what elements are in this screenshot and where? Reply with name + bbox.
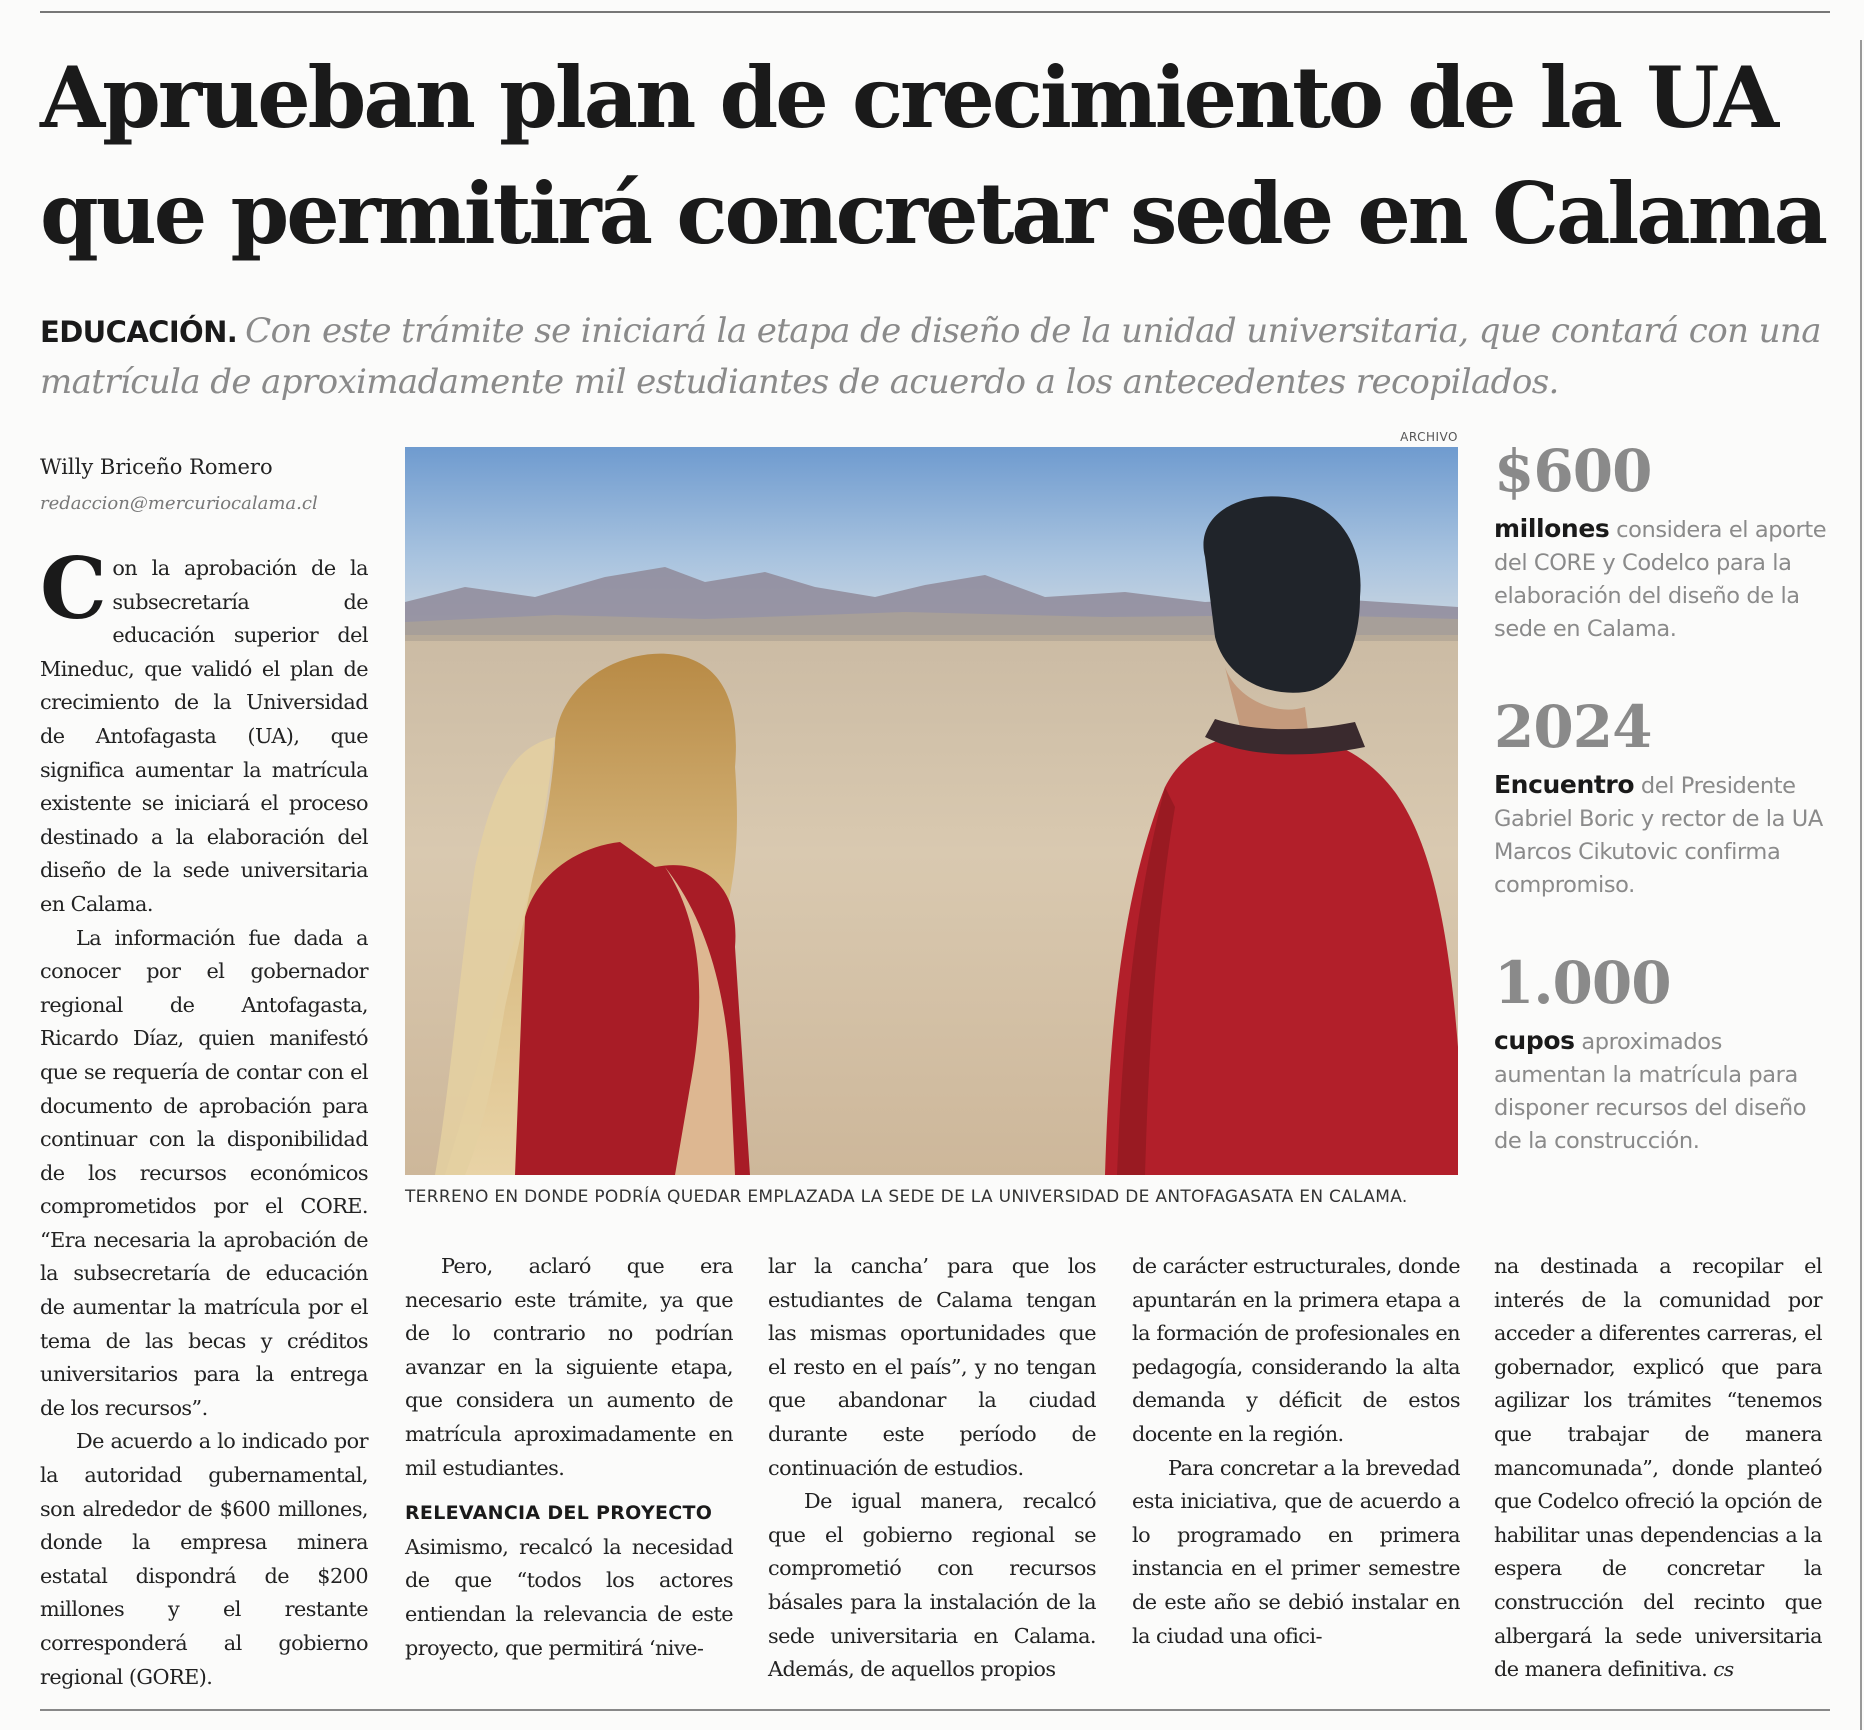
standfirst-text: Con este trámite se iniciará la etapa de diseño de la unidad universitaria, que contará con una matrícula de aproximadamente mil estudiantes de acuerdo a los antecedentes recopilados. — [40, 311, 1821, 402]
paragraph: na destinada a recopilar el interés de la comunidad por acceder a diferentes carreras, el gobernador, explicó que para agilizar los trámites “tenemos que trabajar de manera mancomunada”, donde planteó que Codelco ofreció la opción de habilitar unas dependencias a la espera de concretar la construcción del recinto que albergará la sede universitaria de manera definitiva. cs — [1494, 1254, 1822, 1682]
headline — [40, 40, 1840, 272]
end-mark: cs — [1713, 1657, 1734, 1682]
drop-cap: C — [40, 539, 107, 638]
byline — [40, 455, 318, 514]
paragraph: Para concretar a la brevedad esta iniciativa, que de acuerdo a lo programado en primera instancia en el primer semestre de este año se debió instalar en la ciudad una ofici- — [1132, 1455, 1460, 1648]
page-edge — [1860, 40, 1862, 1730]
article-photo — [405, 447, 1458, 1175]
body-column-4 — [1132, 1250, 1460, 1653]
paragraph: Asimismo, recalcó la necesidad de que “todos los actores entiendan la relevancia de este proyecto, que permitirá ‘nive- — [405, 1534, 733, 1660]
fact-item — [1494, 693, 1834, 902]
section-kicker: EDUCACIÓN. — [40, 315, 238, 349]
photo-credit: ARCHIVO — [1400, 430, 1458, 444]
paragraph: lar la cancha’ para que los estudiantes de Calama tengan las mismas oportunidades que el resto en el país”, y no tengan que abandonar la ciudad durante este período de continuación de estudios. — [768, 1254, 1096, 1480]
paragraph: de carácter estructurales, donde apuntarán en la primera etapa a la formación de profesionales en pedagogía, considerando la alta demanda y déficit de estos docente en la región. — [1132, 1254, 1460, 1446]
fact-number: $600 — [1494, 437, 1652, 505]
headline-line-1: Aprueban plan de crecimiento de la UA — [40, 48, 1777, 147]
headline-line-2: que permitirá concretar sede en Calama — [40, 164, 1826, 263]
fact-text: Encuentro del Presidente Gabriel Boric y rector de la UA Marcos Cikutovic confirma compromiso. — [1494, 770, 1823, 898]
fact-number: 2024 — [1494, 693, 1652, 761]
body-column-1 — [40, 539, 368, 1694]
photo-caption: TERRENO EN DONDE PODRÍA QUEDAR EMPLAZADA LA SEDE DE LA UNIVERSIDAD DE ANTOFAGASATA EN CALAMA. — [405, 1187, 1408, 1207]
fact-text: millones considera el aporte del CORE y Codelco para la elaboración del diseño de la sede en Calama. — [1494, 514, 1827, 642]
fact-text: cupos aproximados aumentan la matrícula para disponer recursos del diseño de la construcción. — [1494, 1026, 1807, 1154]
top-rule — [40, 11, 1830, 13]
fact-number: 1.000 — [1494, 949, 1671, 1017]
author-email: redaccion@mercuriocalama.cl — [40, 493, 318, 514]
fact-item — [1494, 437, 1834, 646]
paragraph: De igual manera, recalcó que el gobierno regional se comprometió con recursos básales para la instalación de la sede universitaria en Calama. Además, de aquellos propios — [768, 1489, 1096, 1682]
bottom-rule — [40, 1709, 1830, 1711]
paragraph: Pero, aclaró que era necesario este trámite, ya que de lo contrario no podrían avanzar en la siguiente etapa, que considera un aumento de matrícula aproximadamente en mil estudiantes. — [405, 1254, 733, 1480]
desert-scene-illustration — [405, 447, 1458, 1175]
fact-item — [1494, 949, 1834, 1158]
body-column-3 — [768, 1250, 1096, 1687]
facts-sidebar — [1494, 437, 1834, 1208]
paragraph: Con la aprobación de la subsecretaría de educación superior del Mineduc, que validó el plan de crecimiento de la Universidad de Antofagasta (UA), que significa aumentar la matrícula existente se iniciará el proceso destinado a la elaboración del diseño de la sede universitaria en Calama. — [40, 539, 368, 916]
section-subhead: RELEVANCIA DEL PROYECTO — [405, 1502, 713, 1525]
body-column-5 — [1494, 1250, 1822, 1687]
standfirst — [40, 306, 1840, 407]
paragraph: La información fue dada a conocer por el gobernador regional de Antofagasta, Ricardo Díaz, quien manifestó que se requería de contar con el documento de aprobación para continuar con la disponibilidad de los recursos económicos comprometidos por el CORE. “Era necesaria la aprobación de la subsecretaría de educación de aumentar la matrícula por el tema de las becas y créditos universitarios para la entrega de los recursos”. — [40, 925, 368, 1420]
paragraph: De acuerdo a lo indicado por la autoridad gubernamental, son alrededor de $600 millones, donde la empresa minera estatal dispondrá de $200 millones y el restante corresponderá al gobierno regional (GORE). — [40, 1429, 368, 1689]
author-name: Willy Briceño Romero — [40, 455, 273, 479]
body-column-2 — [405, 1250, 733, 1665]
